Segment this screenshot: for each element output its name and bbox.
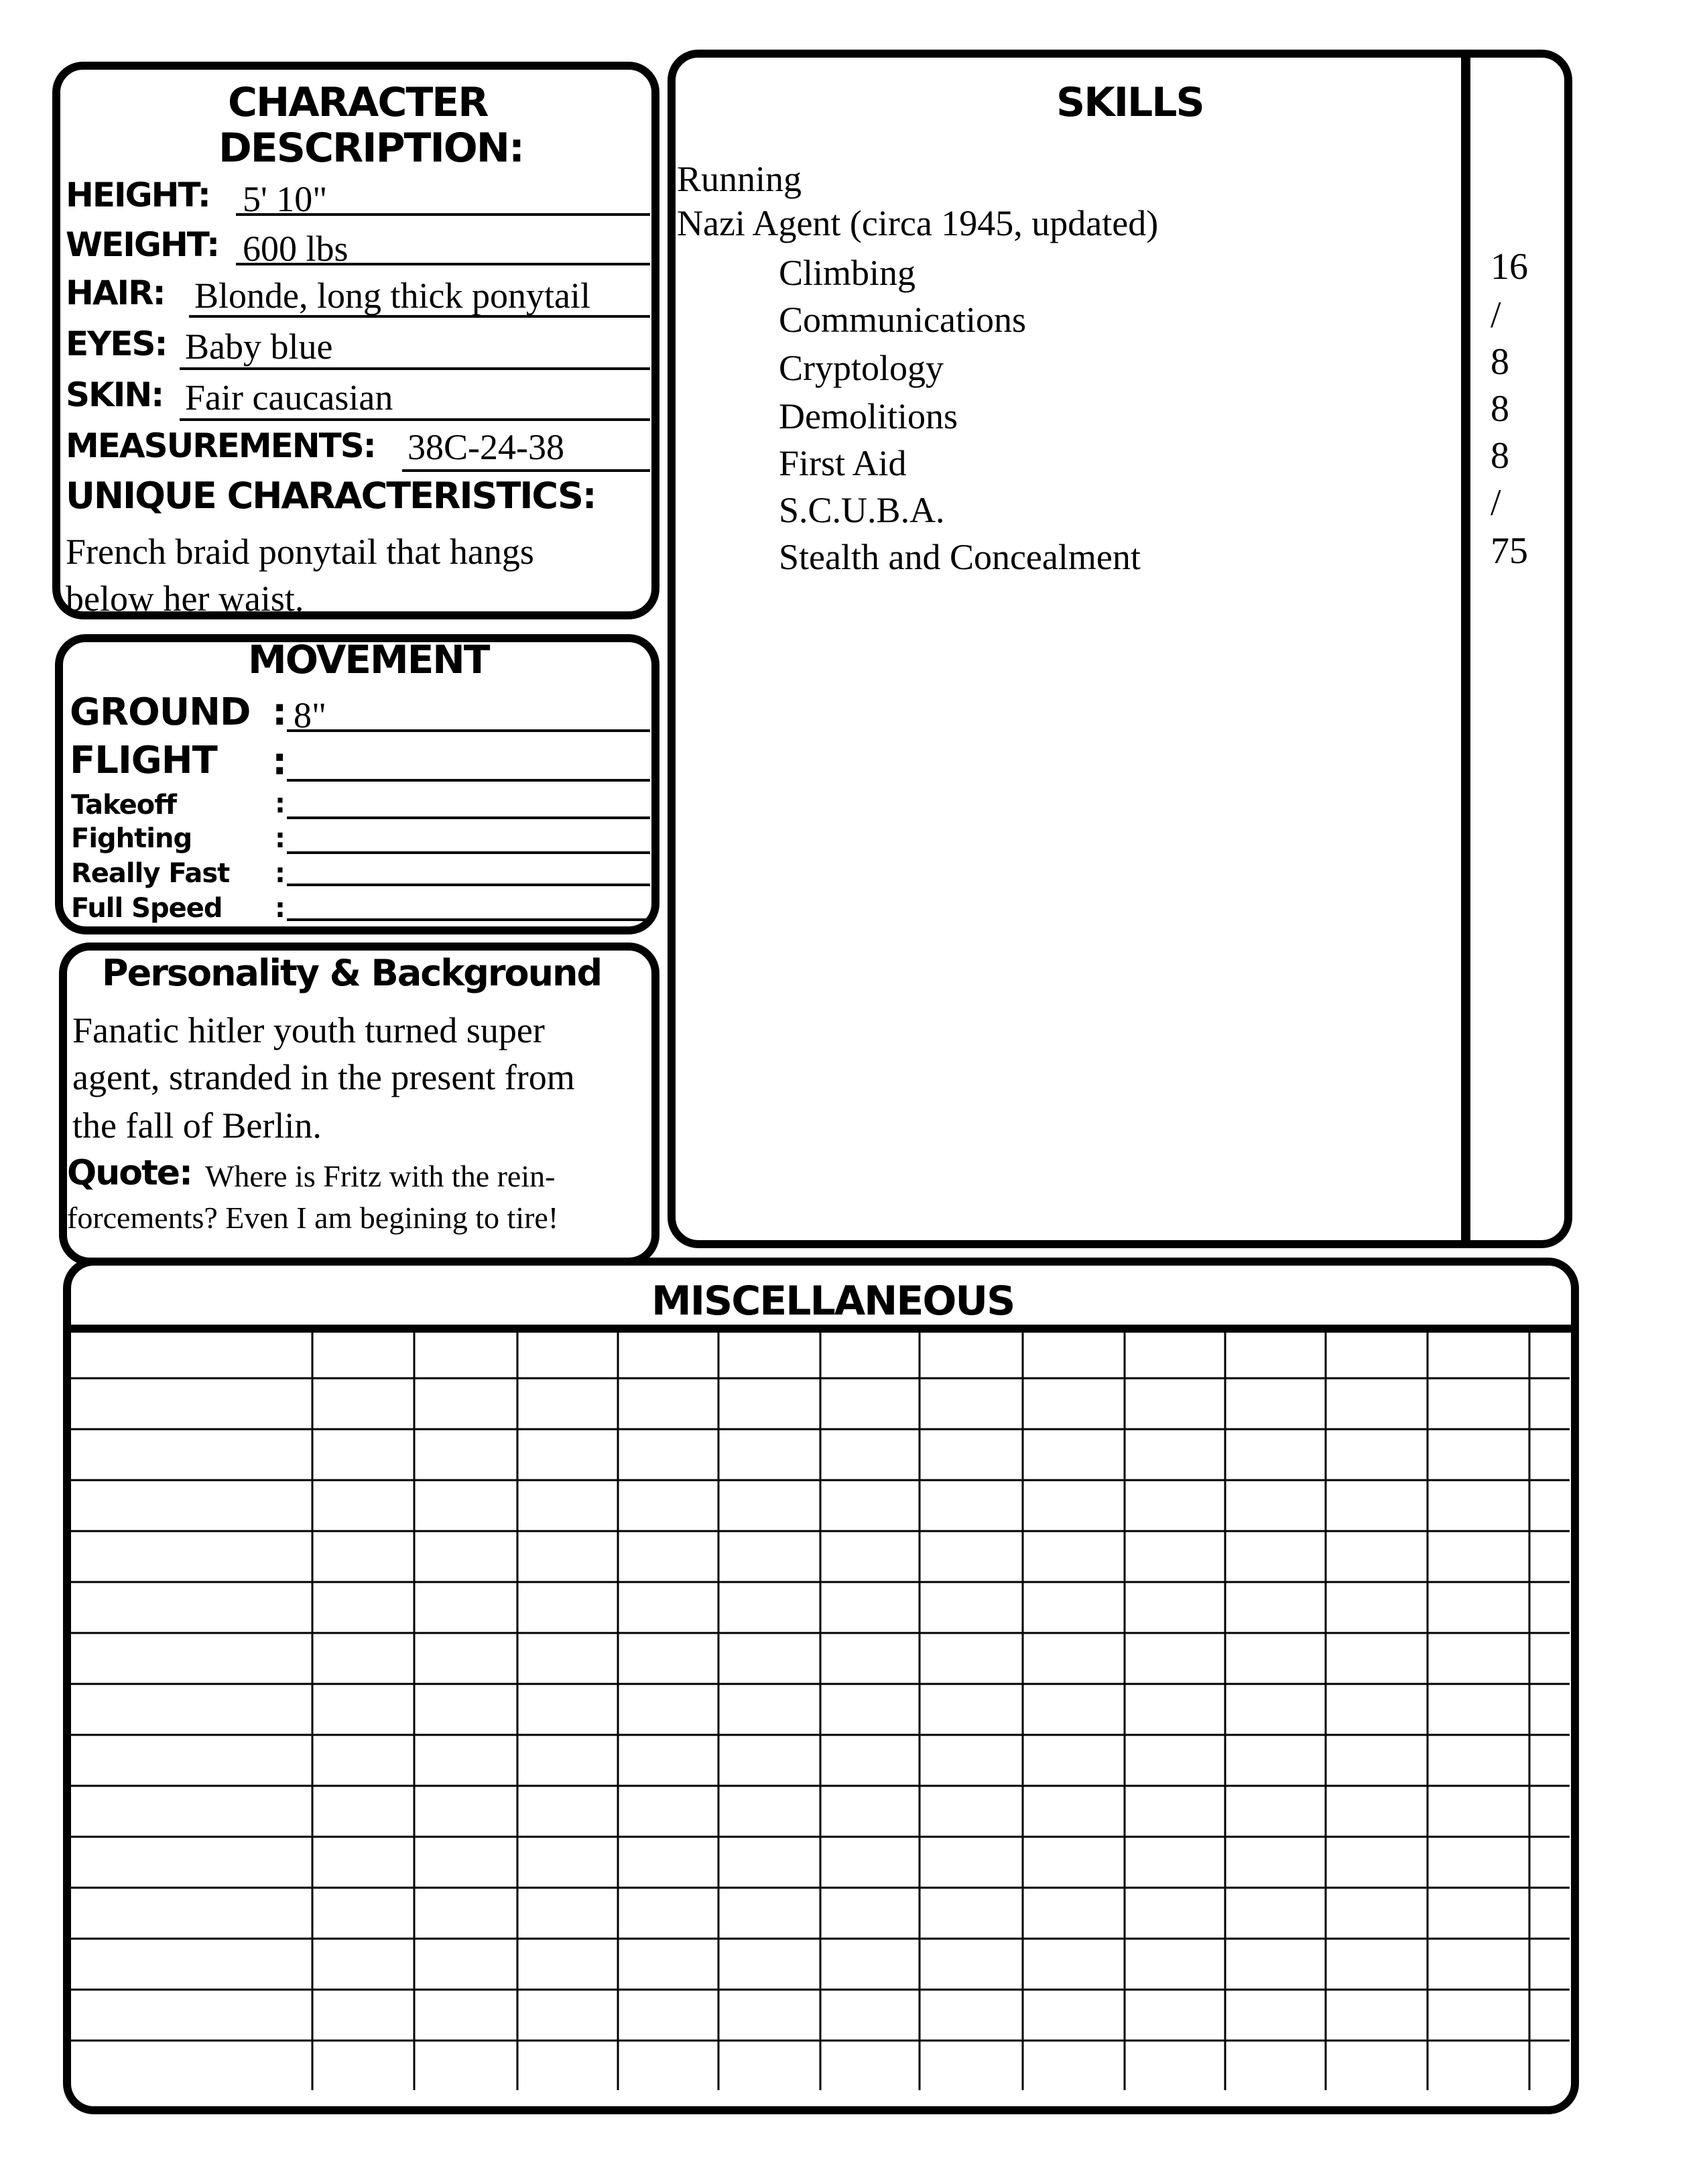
ground-label: GROUND (70, 690, 251, 734)
hair-label: HAIR: (66, 274, 165, 312)
flight-line (287, 779, 650, 782)
hair-value: Blonde, long thick ponytail (194, 276, 590, 316)
hair-line (189, 315, 650, 318)
takeoff-label: Takeoff (71, 790, 177, 821)
full-speed-line (287, 918, 650, 921)
skill-running: Running (677, 159, 802, 199)
skills-title: SKILLS (1056, 79, 1204, 126)
skill-cryptology-value: 8 (1491, 341, 1509, 383)
character-description-title-line1: CHARACTER (228, 79, 488, 126)
ground-line (287, 729, 650, 732)
skill-communications-value: / (1491, 294, 1501, 336)
skill-stealth: Stealth and Concealment (779, 537, 1141, 577)
eyes-line (180, 367, 650, 370)
skill-first-aid: First Aid (779, 443, 907, 483)
weight-label: WEIGHT: (66, 225, 219, 264)
miscellaneous-title: MISCELLANEOUS (651, 1278, 1015, 1325)
unique-characteristics-label: UNIQUE CHARACTERISTICS: (66, 475, 596, 517)
skin-value: Fair caucasian (185, 377, 393, 418)
skin-label: SKIN: (66, 375, 164, 414)
full-speed-colon: : (275, 893, 286, 924)
takeoff-line (287, 816, 650, 819)
flight-label: FLIGHT (70, 739, 217, 782)
skill-climbing: Climbing (779, 253, 916, 293)
measurements-label: MEASUREMENTS: (66, 426, 375, 465)
quote-label: Quote: (67, 1153, 192, 1193)
ground-colon: : (272, 690, 288, 734)
skill-first-aid-value: 8 (1491, 435, 1509, 477)
unique-characteristics-line1: French braid ponytail that hangs (66, 532, 534, 572)
quote-line2: forcements? Even I am begining to tire! (67, 1201, 559, 1235)
eyes-label: EYES: (66, 324, 167, 363)
miscellaneous-grid (64, 1330, 1570, 2098)
skill-demolitions-value: 8 (1491, 388, 1509, 430)
height-line (236, 213, 650, 216)
full-speed-label: Full Speed (71, 893, 223, 924)
eyes-value: Baby blue (185, 326, 333, 367)
takeoff-colon: : (275, 788, 286, 819)
unique-characteristics-line2: below her waist. (66, 579, 304, 613)
movement-title: MOVEMENT (248, 637, 489, 682)
measurements-value: 38C-24-38 (407, 427, 564, 467)
skill-cryptology: Cryptology (779, 348, 944, 388)
skills-divider (1461, 54, 1470, 1246)
skill-demolitions: Demolitions (779, 396, 958, 436)
fighting-colon: : (275, 823, 286, 854)
height-value: 5' 10" (243, 179, 328, 219)
ground-value: 8" (294, 695, 327, 735)
skin-line (180, 418, 650, 421)
really-fast-colon: : (275, 858, 286, 889)
skill-scuba: S.C.U.B.A. (779, 490, 945, 530)
personality-line2: agent, stranded in the present from (72, 1057, 575, 1097)
character-description-title-line2: DESCRIPTION: (218, 125, 524, 172)
quote-line1: Where is Fritz with the rein- (205, 1159, 556, 1193)
fighting-label: Fighting (71, 823, 192, 854)
weight-line (236, 263, 650, 265)
really-fast-label: Really Fast (71, 858, 230, 889)
personality-line3: the fall of Berlin. (72, 1105, 322, 1146)
flight-colon: : (272, 740, 288, 784)
personality-title: Personality & Background (102, 952, 602, 994)
height-label: HEIGHT: (66, 176, 210, 215)
skill-communications: Communications (779, 300, 1026, 340)
skill-nazi-agent: Nazi Agent (circa 1945, updated) (677, 203, 1159, 243)
skill-climbing-value: 16 (1491, 246, 1528, 288)
really-fast-line (287, 884, 650, 886)
measurements-line (402, 469, 650, 472)
personality-line1: Fanatic hitler youth turned super (72, 1010, 545, 1050)
skill-scuba-value: / (1491, 482, 1501, 524)
fighting-line (287, 851, 650, 854)
weight-value: 600 lbs (243, 229, 349, 269)
skill-stealth-value: 75 (1491, 530, 1528, 572)
